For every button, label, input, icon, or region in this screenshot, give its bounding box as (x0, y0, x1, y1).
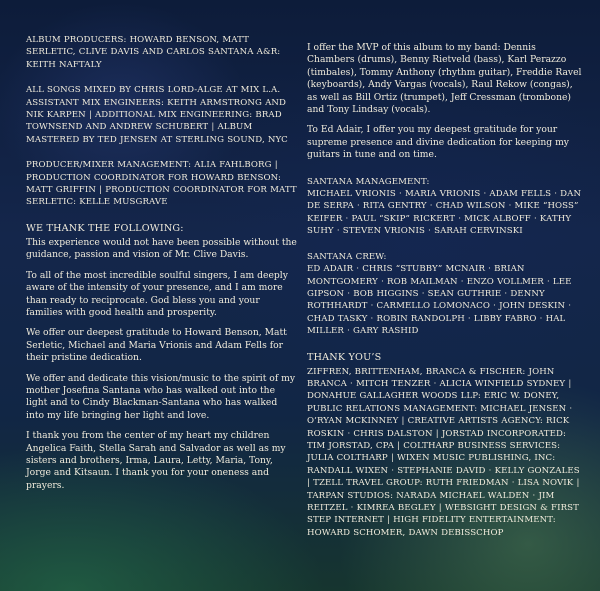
left-column (26, 34, 298, 500)
thanks-paragraph: We offer our deepest gratitude to Howard Benson, Matt Serletic, Michael and Maria Vrionis and Adam Fells for their pristine dedication. (26, 327, 287, 364)
thanks-paragraph: I thank you from the center of my heart my children Angelica Faith, Stella Sarah and Salvador as well as my sisters and brothers, Irma, Laura, Letty, Maria, Tony, Jorge and Kitsaun. I thank you for your oneness and prayers. (26, 430, 286, 491)
thank-yous-heading: THANK YOU’S (307, 351, 382, 363)
santana-crew-section (307, 251, 583, 338)
mix-credits: ALL SONGS MIXED BY CHRIS LORD-ALGE AT MIX L.A. ASSISTANT MIX ENGINEERS: KEITH ARMSTRONG AND NIK KARPEN | ADDITIONAL MIX ENGINEERING: BRAD TOWNSEND AND ANDREW SCHUBERT | ALBUM MASTERED BY TED JENSEN AT STERLING SOUND, NYC (26, 85, 288, 145)
thanks-paragraph: This experience would not have been possible without the guidance, passion and vision of Mr. Clive Davis. (26, 236, 297, 261)
right-column (307, 42, 583, 552)
thanks-paragraph: To all of the most incredible soulful singers, I am deeply aware of the intensity of your presence, and I am more than ready to reciprocate. God bless you and your families with good health and prosperity. (26, 269, 288, 318)
thank-yous-list: ZIFFREN, BRITTENHAM, BRANCA & FISCHER: JOHN BRANCA · MITCH TENZER · ALICIA WINFIELD SYDNEY | DONAHUE GALLAGHER WOODS LLP: ERIC W. DONEY, PUBLIC RELATIONS MANAGEMENT: MICHAEL JENSEN · O’RYAN MCKINNEY | CREATIVE ARTISTS AGENCY: RICK ROSKIN · CHRIS DALSTON | JORSTAD INCORPORATED: TIM JORSTAD, CPA | COLTHARP BUSINESS SERVICES: JULIA COLTHARP | WIXEN MUSIC PUBLISHING, INC: RANDALL WIXEN · STEPHANIE DAVID · KELLY GONZALES | TZELL TRAVEL GROUP: RUTH FRIEDMAN · LISA NOVIK | TARPAN STUDIOS: NARADA MICHAEL WALDEN · JIM REITZEL · KIMREA BEGLEY | WEBSIGHT DESIGN & FIRST STEP INTERNET | HIGH FIDELITY ENTERTAINMENT: HOWARD SCHOMER, DAWN DEBISSCHOP (307, 366, 580, 538)
album-producers-credit: ALBUM PRODUCERS: HOWARD BENSON, MATT SERLETIC, CLIVE DAVIS AND CARLOS SANTANA A&R: KEITH NAFTALY (26, 35, 281, 70)
management-credits: PRODUCER/MIXER MANAGEMENT: ALIA FAHLBORG | PRODUCTION COORDINATOR FOR HOWARD BENSON: MATT GRIFFIN | PRODUCTION COORDINATOR FOR MATT SERLETIC: KELLE MUSGRAVE (26, 160, 297, 208)
santana-crew-list: ED ADAIR · CHRIS “STUBBY” MCNAIR · BRIAN MONTGOMERY · ROB MAILMAN · ENZO VOLLMER · LEE GIPSON · BOB HIGGINS · SEAN GUTHRIE · DENNY ROTHHARDT · CARMELLO LOMONACO · JOHN DESKIN · CHAD TASKY · ROBIN RANDOLPH · LIBBY FABRO · HAL MILLER · GARY RASHID (307, 264, 572, 337)
thanks-text (26, 237, 298, 492)
santana-management-section (307, 176, 583, 238)
santana-management-list: MICHAEL VRIONIS · MARIA VRIONIS · ADAM FELLS · DAN DE SERPA · RITA GENTRY · CHAD WILSON · MIKE “HOSS” KEIFER · PAUL “SKIP” RICKERT · MICK ALBOFF · KATHY SUHY · STEVEN VRIONIS · SARAH CERVINSKI (307, 189, 582, 237)
thanks-paragraph: We offer and dedicate this vision/music to the spirit of my mother Josefina Santana who has walked out into the light and to Cindy Blackman-Santana who has walked into my life bringing her light and love. (26, 372, 296, 421)
ed-adair-paragraph: To Ed Adair, I offer you my deepest gratitude for your supreme presence and divine dedication for keeping my guitars in tune and on time. (307, 124, 570, 161)
thank-yous-section (307, 351, 583, 540)
thanks-heading: WE THANK THE FOLLOWING: (26, 222, 184, 234)
band-mvp-paragraph: I offer the MVP of this album to my band: Dennis Chambers (drums), Benny Rietveld (bass), Karl Perazzo (timbales), Tommy Anthony (rhythm guitar), Freddie Ravel (keyboards), Andy Vargas (vocals), Raul Rekow (congas), as well as Bill Ortiz (trumpet), Jeff Cressman (trombone) and Tony Lindsay (vocals). (307, 42, 582, 116)
santana-crew-heading: SANTANA CREW: (307, 251, 387, 262)
santana-management-heading: SANTANA MANAGEMENT: (307, 176, 430, 187)
